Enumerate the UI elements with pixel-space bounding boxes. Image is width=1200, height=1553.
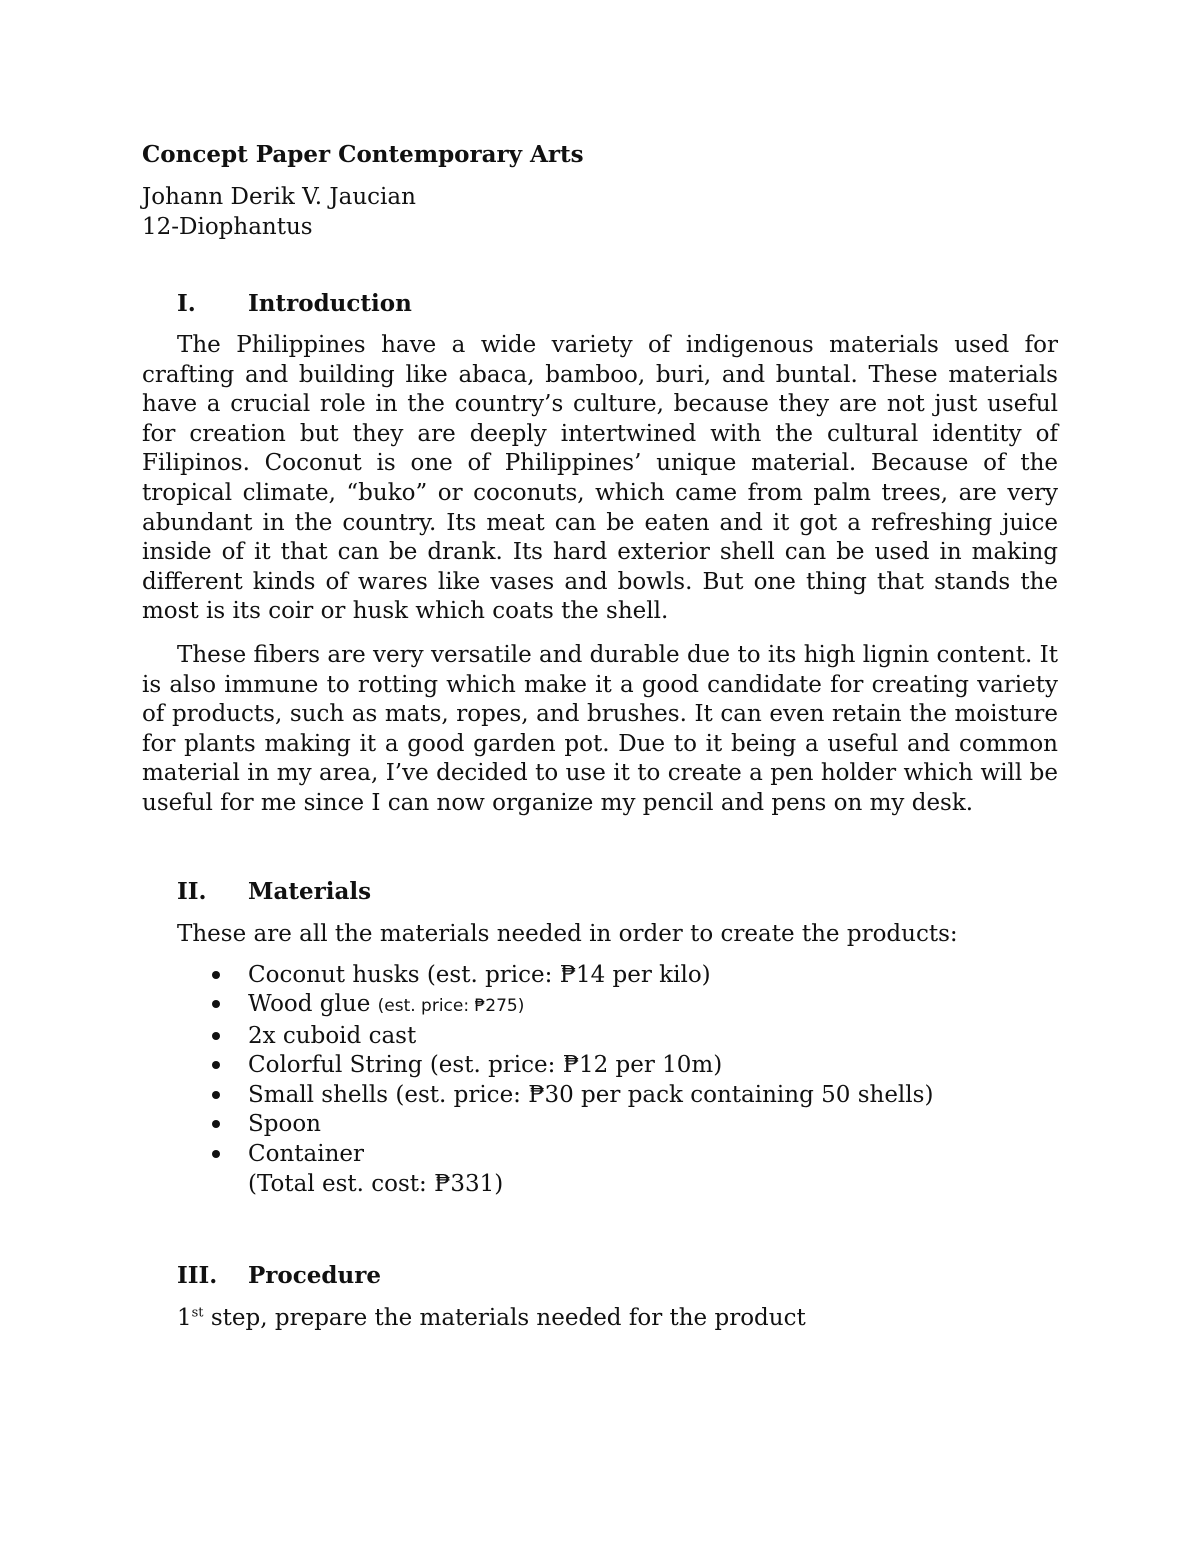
bullet-icon [212,1061,220,1069]
bullet-icon [212,1091,220,1099]
bullet-icon [212,1120,220,1128]
bullet-icon [212,1000,220,1008]
list-item [142,1081,1058,1111]
list-item [142,990,1058,1022]
section-heading-procedure [177,1259,1058,1293]
class-section: 12-Diophantus [142,214,313,240]
list-item [142,1110,1058,1140]
materials-intro: These are all the materials needed in order to create the products: [177,920,958,947]
list-item-text: Spoon [248,1111,321,1138]
intro-paragraph-1: The Philippines have a wide variety of indigenous materials used for crafting and building like abaca, bamboo, buri, and buntal. These materials have a crucial role in the country’s culture, because they are not just useful for creation but they are deeply intertwined with the cultural identity of Filipinos. Coconut is one of Philippines’ unique material. Because of the tropical climate, “buko” or coconuts, which came from palm trees, are very abundant in the country. Its meat can be eaten and it got a refreshing juice inside of it that can be drank. Its hard exterior shell can be used in making different kinds of wares like vases and bowls. But one thing that stands the most is its coir or husk which coats the shell. [142,332,1058,625]
list-item [142,961,1058,991]
procedure-step-1 [177,1303,1058,1333]
list-item-text: Container [248,1141,364,1168]
list-item [142,1140,1058,1170]
list-item-note: (est. price: ₱275) [377,996,525,1017]
bullet-icon [212,1150,220,1158]
step-number: 1 [177,1305,192,1332]
step-ordinal-suffix: st [191,1305,204,1321]
materials-list [142,961,1058,1170]
bullet-icon [212,1032,220,1040]
section-title: Introduction [248,290,412,317]
bullet-icon [212,971,220,979]
list-item-text: Coconut husks (est. price: ₱14 per kilo) [248,961,711,988]
section-title: Procedure [248,1262,381,1290]
step-text: step, prepare the materials needed for the product [203,1305,806,1332]
list-item [142,1022,1058,1052]
list-item-text: Wood glue [248,991,378,1018]
section-number: II. [177,877,207,905]
introduction-section [142,287,1058,819]
list-item-text: 2x cuboid cast [248,1022,417,1049]
section-title: Materials [248,877,372,905]
document-body [142,138,1058,1333]
list-item [142,1051,1058,1081]
section-number: III. [177,1262,218,1290]
document-title: Concept Paper Contemporary Arts [142,141,584,168]
section-heading-materials [177,875,1058,909]
total-cost: (Total est. cost: ₱331) [248,1170,504,1197]
materials-section [142,875,1058,1200]
procedure-section [142,1259,1058,1333]
list-item-text: Colorful String (est. price: ₱12 per 10m) [248,1052,723,1079]
list-item-text: Small shells (est. price: ₱30 per pack containing 50 shells) [248,1081,934,1108]
author-name: Johann Derik V. Jaucian [142,184,416,210]
section-heading-introduction [177,287,1058,321]
section-number: I. [177,290,196,317]
intro-paragraph-2: These fibers are very versatile and durable due to its high lignin content. It is also immune to rotting which make it a good candidate for creating variety of products, such as mats, ropes, and brushes. It can even retain the moisture for plants making it a good garden pot. Due to it being a useful and common material in my area, I’ve decided to use it to create a pen holder which will be useful for me since I can now organize my pencil and pens on my desk. [142,641,1058,816]
